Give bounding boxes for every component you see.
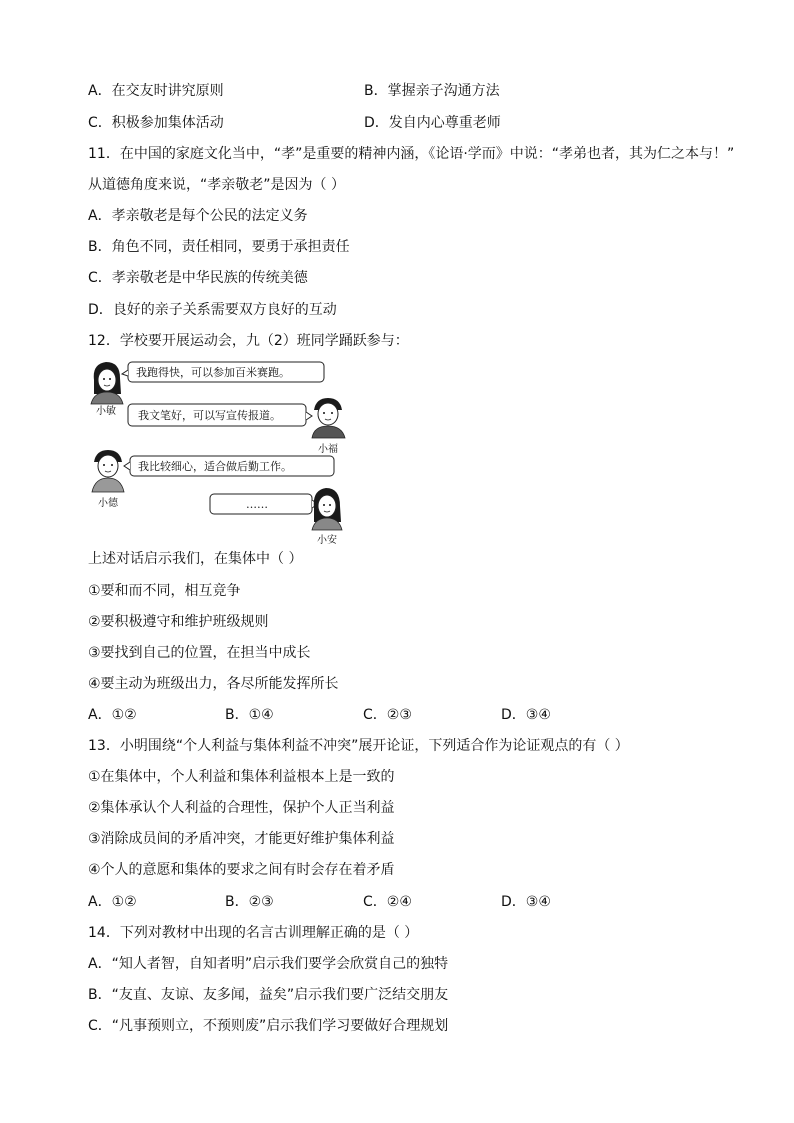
q13-item-1: ①在集体中，个人利益和集体利益根本上是一致的 — [88, 769, 395, 785]
q10-option-d: D．发自内心尊重老师 — [364, 115, 501, 131]
q11-stem-line-1: 11．在中国的家庭文化当中，“孝”是重要的精神内涵，《论语·学而》中说：“孝弟也者，其为仁之本与！” — [88, 146, 735, 162]
q12-item-4: ④要主动为班级出力，各尽所能发挥所长 — [88, 676, 339, 692]
q14-option-c: C．“凡事预则立，不预则废”启示我们学习要做好合理规划 — [88, 1018, 449, 1034]
q12-option-b: B．①④ — [225, 707, 274, 723]
student-xiaode-figure — [92, 450, 124, 492]
name-label-xiaode: 小德 — [98, 498, 118, 509]
q11-option-d: D．良好的亲子关系需要双方良好的互动 — [88, 302, 337, 318]
q13-option-d: D．③④ — [501, 894, 551, 910]
q14-stem: 14．下列对教材中出现的名言古训理解正确的是（ ） — [88, 925, 419, 941]
q12-option-a: A．①② — [88, 707, 137, 723]
name-label-xiaomin: 小敏 — [96, 406, 116, 417]
student-xiaomin-figure — [91, 362, 123, 404]
q11-option-b: B．角色不同，责任相同，要勇于承担责任 — [88, 239, 350, 255]
name-label-xiaoan: 小安 — [317, 535, 337, 546]
q10-option-a: A．在交友时讲究原则 — [88, 83, 224, 99]
q11-option-c: C．孝亲敬老是中华民族的传统美德 — [88, 270, 308, 286]
q12-stem: 12．学校要开展运动会，九（2）班同学踊跃参与： — [88, 333, 409, 349]
student-xiaofu-figure — [312, 398, 345, 438]
q14-option-b: B．“友直、友谅、友多闻，益矣”启示我们要广泛结交朋友 — [88, 987, 449, 1003]
q14-option-a: A．“知人者智，自知者明”启示我们要学会欣赏自己的独特 — [88, 956, 449, 972]
q13-option-a: A．①② — [88, 894, 137, 910]
q13-option-b: B．②③ — [225, 894, 274, 910]
q13-item-3: ③消除成员间的矛盾冲突，才能更好维护集体利益 — [88, 831, 395, 847]
name-label-xiaofu: 小福 — [318, 444, 338, 455]
speech-text-1: 我跑得快，可以参加百米赛跑。 — [136, 366, 290, 379]
q12-item-3: ③要找到自己的位置，在担当中成长 — [88, 645, 311, 661]
q12-stem-2: 上述对话启示我们，在集体中（ ） — [88, 551, 303, 567]
q10-option-c: C．积极参加集体活动 — [88, 115, 224, 131]
student-xiaoan-figure — [312, 488, 342, 530]
q10-option-b: B．掌握亲子沟通方法 — [364, 83, 500, 99]
speech-text-2: 我文笔好，可以写宣传报道。 — [138, 409, 281, 422]
q11-stem-line-2: 从道德角度来说，“孝亲敬老”是因为（ ） — [88, 177, 345, 193]
q13-item-4: ④个人的意愿和集体的要求之间有时会存在着矛盾 — [88, 862, 395, 878]
q13-item-2: ②集体承认个人利益的合理性，保护个人正当利益 — [88, 800, 395, 816]
q12-item-1: ①要和而不同，相互竞争 — [88, 583, 241, 599]
q12-option-c: C．②③ — [363, 707, 412, 723]
speech-text-4: …… — [246, 498, 268, 511]
q12-item-2: ②要积极遵守和维护班级规则 — [88, 614, 269, 630]
speech-text-3: 我比较细心，适合做后勤工作。 — [138, 460, 292, 473]
dialogue-illustration — [86, 358, 376, 548]
q13-stem: 13．小明围绕“个人利益与集体利益不冲突”展开论证，下列适合作为论证观点的有（ ） — [88, 738, 629, 754]
q12-option-d: D．③④ — [501, 707, 551, 723]
q13-option-c: C．②④ — [363, 894, 412, 910]
q11-option-a: A．孝亲敬老是每个公民的法定义务 — [88, 208, 308, 224]
